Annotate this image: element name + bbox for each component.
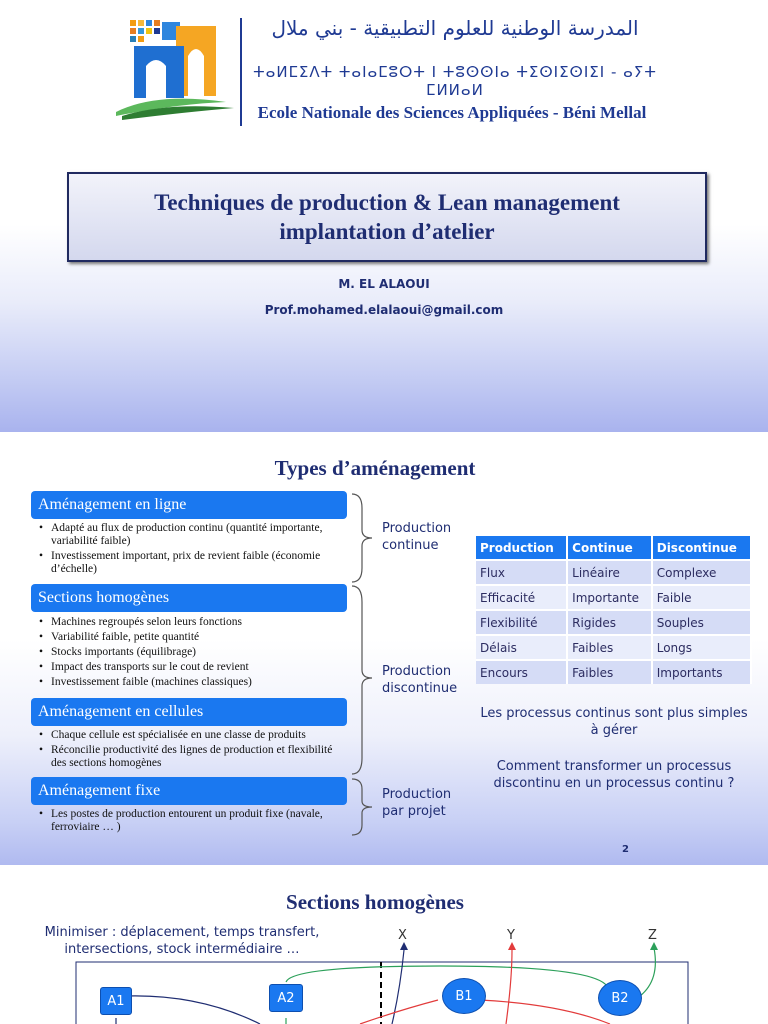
production-label-line: discontinue bbox=[382, 681, 458, 696]
workstation-a1: A1 bbox=[100, 987, 132, 1015]
bullet-item: • Chaque cellule est spécialisée en une classe de produits bbox=[37, 729, 347, 742]
comparison-table bbox=[476, 536, 752, 684]
section-header-ligne: Aménagement en ligne bbox=[31, 491, 347, 519]
table-cell: Linéaire bbox=[567, 560, 652, 585]
bullet-item: • Investissement faible (machines classiques) bbox=[37, 676, 347, 689]
slide-title: Types d’aménagement bbox=[274, 456, 476, 480]
table-row bbox=[476, 610, 751, 635]
table-cell: Importante bbox=[567, 585, 652, 610]
arrow-z bbox=[650, 942, 658, 950]
bullet-item: • Impact des transports sur le cout de revient bbox=[37, 661, 347, 674]
title-slide bbox=[0, 0, 768, 432]
table-header-cell: Continue bbox=[567, 536, 652, 560]
production-label-line: Production bbox=[382, 664, 452, 679]
axis-label-z: Z bbox=[648, 928, 657, 943]
production-label-line: Production bbox=[382, 521, 452, 536]
ensa-logo bbox=[116, 16, 236, 126]
table-cell: Faibles bbox=[567, 635, 652, 660]
flow-green-z bbox=[640, 948, 655, 996]
table-cell: Faibles bbox=[567, 660, 652, 684]
table-cell: Longs bbox=[652, 635, 751, 660]
bullet-item: • Variabilité faible, petite quantité bbox=[37, 631, 347, 644]
workstation-b2: B2 bbox=[598, 980, 642, 1016]
table-cell: Délais bbox=[476, 635, 567, 660]
bullet-item: • Investissement important, prix de revient faible (économie d’échelle) bbox=[37, 550, 347, 576]
table-row bbox=[476, 660, 751, 684]
section-header-fixe: Aménagement fixe bbox=[31, 777, 347, 805]
flow-red-b1-in bbox=[360, 1000, 438, 1024]
section-header-cellules: Aménagement en cellules bbox=[31, 698, 347, 726]
page-number: 2 bbox=[622, 844, 629, 855]
minimize-text: Minimiser : déplacement, temps transfert, intersections, stock intermédiaire … bbox=[44, 925, 320, 957]
table-cell: Souples bbox=[652, 610, 751, 635]
homogeneous-sections-slide bbox=[0, 880, 768, 1024]
note-continuous-simpler: Les processus continus sont plus simples à gérer bbox=[480, 706, 748, 738]
table-header-cell: Discontinue bbox=[652, 536, 751, 560]
tifinagh-school-name: ⵜⴰⵍⵎⵉⴷⵜ ⵜⴰⵏⴰⵎⵓⵔⵜ ⵏ ⵜⵓⵙⵙⵏⴰ ⵜⵉⵙⵏⵉⵙⵏⵉⵏ - ⴰⵢⵜ ⵎⵍⵍⴰⵍ bbox=[253, 63, 657, 99]
table-row bbox=[476, 635, 751, 660]
title-box bbox=[67, 172, 707, 262]
table-cell: Importants bbox=[652, 660, 751, 684]
author-email: Prof.mohamed.elalaoui@gmail.com bbox=[264, 303, 504, 317]
production-label-line: continue bbox=[382, 538, 439, 553]
bullet-list-sections bbox=[37, 616, 347, 691]
table-row bbox=[476, 585, 751, 610]
table-header-cell: Production bbox=[476, 536, 567, 560]
table-cell: Encours bbox=[476, 660, 567, 684]
title-line-2: implantation d’atelier bbox=[279, 219, 495, 244]
flow-red-y bbox=[506, 950, 512, 1024]
arabic-school-name: المدرسة الوطنية للعلوم التطبيقية - بني ملال bbox=[271, 16, 639, 40]
brace-projet bbox=[350, 777, 380, 837]
table-cell: Faible bbox=[652, 585, 751, 610]
section-header-sections: Sections homogènes bbox=[31, 584, 347, 612]
flow-red-b1-out bbox=[480, 1000, 610, 1024]
school-name: Ecole Nationale des Sciences Appliquées - Béni Mellal bbox=[257, 103, 647, 122]
table-cell: Flexibilité bbox=[476, 610, 567, 635]
layout-types-slide bbox=[0, 432, 768, 865]
brace-discontinue bbox=[350, 584, 380, 776]
production-discontinue-label bbox=[382, 663, 457, 697]
table-header-row bbox=[476, 536, 751, 560]
table-row bbox=[476, 560, 751, 585]
note-transform-question: Comment transformer un processus discontinu en un processus continu ? bbox=[493, 759, 735, 791]
table-cell: Flux bbox=[476, 560, 567, 585]
production-label-line: par projet bbox=[382, 804, 446, 819]
production-continue-label bbox=[382, 520, 451, 554]
brace-continue bbox=[350, 492, 380, 584]
bullet-item: • Machines regroupés selon leurs fonctions bbox=[37, 616, 347, 629]
axis-label-x: X bbox=[398, 928, 407, 943]
axis-label-y: Y bbox=[507, 928, 515, 943]
arrow-y bbox=[508, 942, 516, 950]
flow-navy-a1 bbox=[126, 996, 260, 1024]
bullet-item: • Adapté au flux de production continu (quantité importante, variabilité faible) bbox=[37, 522, 347, 548]
bullet-list-ligne bbox=[37, 522, 347, 578]
table-cell: Complexe bbox=[652, 560, 751, 585]
table-cell: Rigides bbox=[567, 610, 652, 635]
bullet-item: • Les postes de production entourent un produit fixe (navale, ferroviaire … ) bbox=[37, 808, 347, 834]
slide-title: Sections homogènes bbox=[286, 890, 464, 914]
bullet-item: • Stocks importants (équilibrage) bbox=[37, 646, 347, 659]
bullet-list-fixe bbox=[37, 808, 347, 836]
production-projet-label bbox=[382, 786, 451, 820]
table-cell: Efficacité bbox=[476, 585, 567, 610]
workstation-b1: B1 bbox=[442, 978, 486, 1014]
bullet-item: • Réconcilie productivité des lignes de production et flexibilité des sections homogènes bbox=[37, 744, 347, 770]
production-label-line: Production bbox=[382, 787, 452, 802]
workstation-a2: A2 bbox=[269, 984, 303, 1012]
title-line-1: Techniques de production & Lean management bbox=[154, 190, 620, 215]
bullet-list-cellules bbox=[37, 729, 347, 772]
author-name: M. EL ALAOUI bbox=[338, 277, 430, 291]
arrow-x bbox=[400, 942, 408, 950]
